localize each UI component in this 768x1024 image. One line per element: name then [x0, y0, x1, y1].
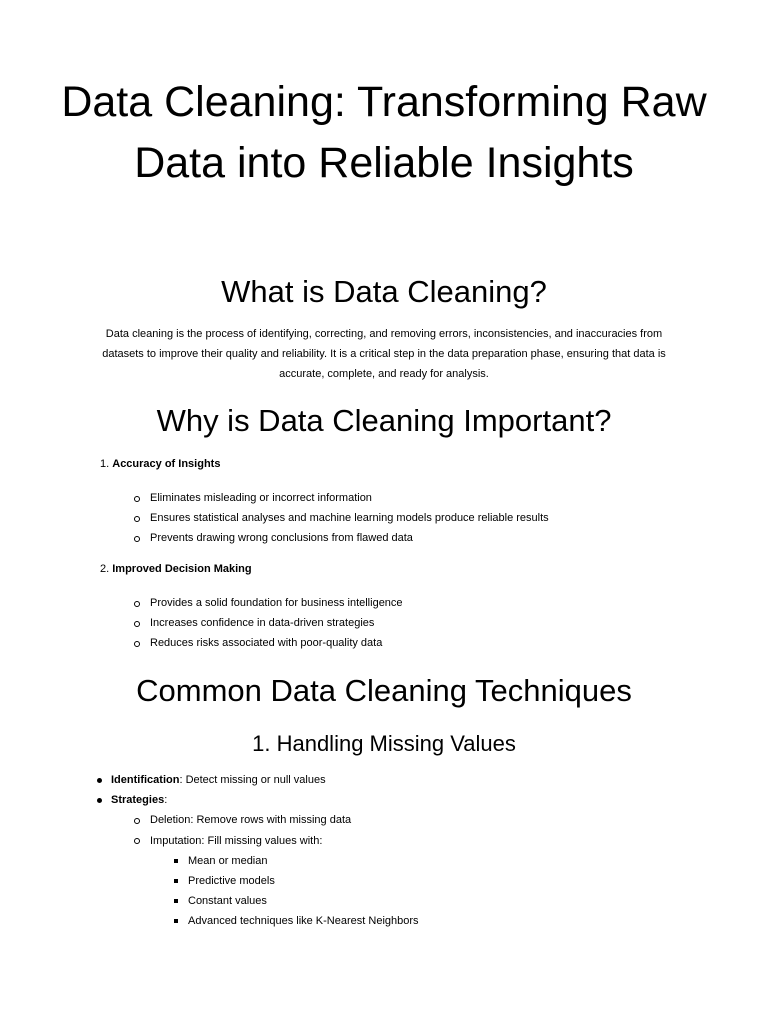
disc-bullet-icon	[97, 798, 102, 803]
circle-bullet-icon	[134, 516, 140, 522]
why-item-2-number: 2.	[100, 563, 110, 575]
why-item-2-bullet-1: Provides a solid foundation for business intelligence	[150, 597, 403, 609]
strategies-label: Strategies	[111, 794, 165, 806]
imputation-method-1: Mean or median	[188, 855, 268, 867]
techniques-heading: Common Data Cleaning Techniques	[136, 673, 632, 708]
identification-text: : Detect missing or null values	[179, 774, 326, 786]
identification-label: Identification	[111, 774, 180, 786]
why-item-2	[100, 561, 252, 577]
why-item-1-bullet-3: Prevents drawing wrong conclusions from flawed data	[150, 532, 413, 544]
square-bullet-icon	[174, 899, 178, 903]
imputation-method-2: Predictive models	[188, 875, 275, 887]
deletion-item: Deletion: Remove rows with missing data	[150, 814, 352, 826]
why-item-1-label: Accuracy of Insights	[112, 458, 221, 470]
why-item-1-number: 1.	[100, 458, 110, 470]
strategies-suffix: :	[164, 794, 168, 806]
why-item-1-bullet-1: Eliminates misleading or incorrect information	[150, 492, 372, 504]
square-bullet-icon	[174, 879, 178, 883]
why-item-2-bullet-3: Reduces risks associated with poor-quality data	[150, 637, 383, 649]
imputation-item: Imputation: Fill missing values with:	[150, 835, 323, 847]
imputation-method-3: Constant values	[188, 895, 267, 907]
circle-bullet-icon	[134, 818, 140, 824]
imputation-method-4: Advanced techniques like K-Nearest Neighbors	[188, 915, 419, 927]
why-important-heading: Why is Data Cleaning Important?	[156, 403, 612, 438]
identification-item	[111, 772, 326, 788]
circle-bullet-icon	[134, 536, 140, 542]
why-item-1	[100, 456, 220, 472]
document-title: Data Cleaning: Transforming Raw Data into Reliable Insights	[61, 78, 707, 187]
circle-bullet-icon	[134, 641, 140, 647]
square-bullet-icon	[174, 859, 178, 863]
why-item-2-bullet-2: Increases confidence in data-driven strategies	[150, 617, 375, 629]
circle-bullet-icon	[134, 621, 140, 627]
handling-missing-values-heading: 1. Handling Missing Values	[252, 731, 516, 756]
disc-bullet-icon	[97, 778, 102, 783]
what-is-heading: What is Data Cleaning?	[221, 274, 547, 309]
circle-bullet-icon	[134, 496, 140, 502]
circle-bullet-icon	[134, 838, 140, 844]
strategies-item	[111, 792, 167, 808]
why-item-1-bullet-2: Ensures statistical analyses and machine learning models produce reliable results	[150, 512, 549, 524]
circle-bullet-icon	[134, 601, 140, 607]
why-item-2-label: Improved Decision Making	[112, 563, 252, 575]
square-bullet-icon	[174, 919, 178, 923]
what-is-paragraph: Data cleaning is the process of identifying, correcting, and removing errors, inconsistencies, and inaccuracies from datasets to improve their quality and reliability. It is a critical step in the data preparation phase, ensuring that data is accurate, complete, and ready for analysis.	[102, 328, 666, 380]
